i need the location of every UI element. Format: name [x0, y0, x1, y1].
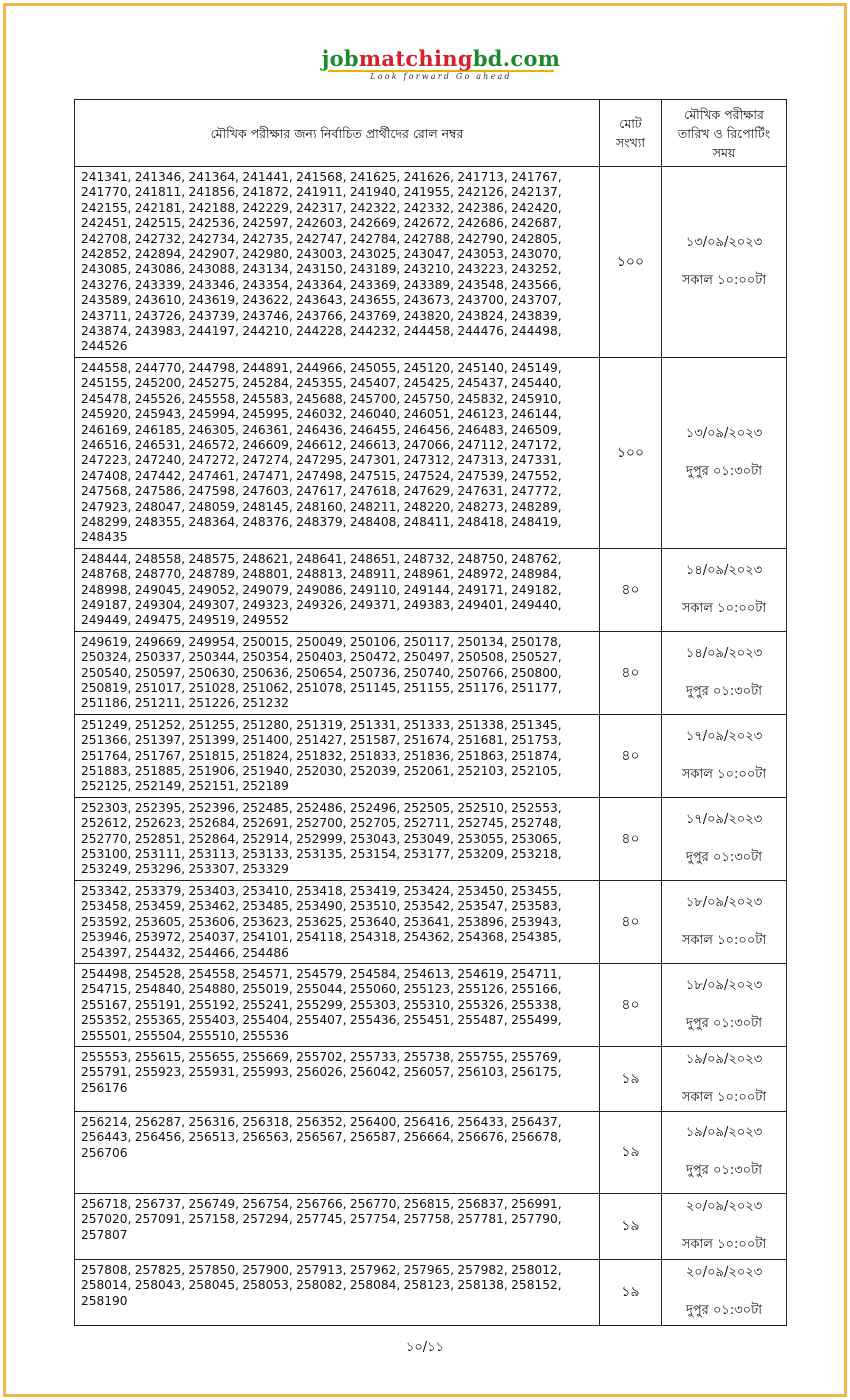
exam-date: ১৮/০৯/২০২৩ [685, 977, 763, 993]
roll-numbers-cell: 251249, 251252, 251255, 251280, 251319, 251331, 251333, 251338, 251345, 251366, 251397, 251399, 251400, 251427, 251587, 251674, 251681, 251753, 251764, 251767, 251815, 251824, 251832, 251833, 251836, 251863, 251874, 251883, 251885, 251906, 251940, 252030, 252039, 252061, 252103, 252105, 252125, 252149, 252151, 252189 [75, 714, 600, 797]
exam-datetime-cell [662, 797, 787, 880]
exam-date: ১৯/০৯/২০২৩ [685, 1051, 763, 1067]
total-count-cell: ১৯ [600, 1259, 662, 1325]
exam-date: ১৭/০৯/২০২৩ [685, 811, 763, 827]
reporting-time: সকাল ১০:০০টা [681, 1089, 767, 1105]
exam-datetime-cell [662, 1111, 787, 1193]
exam-date: ২০/০৯/২০২৩ [685, 1199, 763, 1215]
total-count-cell: ১৯ [600, 1111, 662, 1193]
logo-part-matching: matching [358, 46, 473, 71]
table-row [75, 1111, 787, 1193]
table-row [75, 1046, 787, 1111]
roll-numbers-cell: 241341, 241346, 241364, 241441, 241568, 241625, 241626, 241713, 241767, 241770, 241811, 241856, 241872, 241911, 241940, 241955, 242126, 242137, 242155, 242181, 242188, 242229, 242317, 242322, 242332, 242386, 242420, 242451, 242515, 242536, 242597, 242603, 242669, 242672, 242686, 242687, 242708, 242732, 242734, 242735, 242747, 242784, 242788, 242790, 242805, 242852, 242894, 242907, 242980, 243003, 243025, 243047, 243053, 243070, 243085, 243086, 243088, 243134, 243150, 243189, 243210, 243223, 243252, 243276, 243339, 243346, 243354, 243364, 243369, 243389, 243548, 243566, 243589, 243610, 243619, 243622, 243643, 243655, 243673, 243700, 243707, 243711, 243726, 243739, 243746, 243766, 243769, 243820, 243824, 243839, 243874, 243983, 244197, 244210, 244228, 244232, 244458, 244476, 244498, 244526 [75, 167, 600, 358]
total-count-cell: ৪০ [600, 548, 662, 631]
reporting-time: দুপুর ০১:৩০টা [686, 463, 762, 479]
roll-numbers-cell: 257808, 257825, 257850, 257900, 257913, 257962, 257965, 257982, 258012, 258014, 258043, 258045, 258053, 258082, 258084, 258123, 258138, 258152, 258190 [75, 1259, 600, 1325]
roll-numbers-cell: 254498, 254528, 254558, 254571, 254579, 254584, 254613, 254619, 254711, 254715, 254840, 254880, 255019, 255044, 255060, 255123, 255126, 255166, 255167, 255191, 255192, 255241, 255299, 255303, 255310, 255326, 255338, 255352, 255365, 255403, 255404, 255407, 255436, 255451, 255487, 255499, 255501, 255504, 255510, 255536 [75, 963, 600, 1046]
exam-datetime-cell [662, 1259, 787, 1325]
total-count-cell: ৪০ [600, 963, 662, 1046]
reporting-time: দুপুর ০১:৩০টা [686, 683, 762, 699]
table-row [75, 1259, 787, 1325]
table-body [75, 167, 787, 1326]
roll-numbers-cell: 255553, 255615, 255655, 255669, 255702, 255733, 255738, 255755, 255769, 255791, 255923, 255931, 255993, 256026, 256042, 256057, 256103, 256175, 256176 [75, 1046, 600, 1111]
exam-date: ১৯/০৯/২০২৩ [685, 1125, 763, 1141]
total-count-cell: ৪০ [600, 714, 662, 797]
exam-datetime-cell [662, 548, 787, 631]
roll-numbers-cell: 256718, 256737, 256749, 256754, 256766, 256770, 256815, 256837, 256991, 257020, 257091, 257158, 257294, 257745, 257754, 257758, 257781, 257790, 257807 [75, 1193, 600, 1259]
total-count-cell: ৪০ [600, 797, 662, 880]
exam-date: ১৭/০৯/২০২৩ [685, 728, 763, 744]
roll-numbers-cell: 248444, 248558, 248575, 248621, 248641, 248651, 248732, 248750, 248762, 248768, 248770, 248789, 248801, 248813, 248911, 248961, 248972, 248984, 248998, 249045, 249052, 249079, 249086, 249110, 249144, 249171, 249182, 249187, 249304, 249307, 249323, 249326, 249371, 249383, 249401, 249440, 249449, 249475, 249519, 249552 [75, 548, 600, 631]
table-row [75, 167, 787, 358]
exam-date: ১৪/০৯/২০২৩ [685, 645, 763, 661]
table-row [75, 714, 787, 797]
table-row [75, 548, 787, 631]
total-count-cell: ১৯ [600, 1193, 662, 1259]
table-row [75, 797, 787, 880]
exam-datetime-cell [662, 880, 787, 963]
exam-datetime-cell [662, 631, 787, 714]
exam-date: ১৩/০৯/২০২৩ [685, 425, 763, 441]
viva-schedule-table [74, 99, 787, 1326]
total-count-cell: ৪০ [600, 631, 662, 714]
reporting-time: সকাল ১০:০০টা [681, 932, 767, 948]
total-count-cell: ১৯ [600, 1046, 662, 1111]
logo-part-domain: bd.com [472, 46, 561, 71]
logo-tagline: Look forward Go ahead [370, 72, 512, 81]
reporting-time: দুপুর ০১:৩০টা [686, 1015, 762, 1031]
roll-numbers-cell: 244558, 244770, 244798, 244891, 244966, 245055, 245120, 245140, 245149, 245155, 245200, 245275, 245284, 245355, 245407, 245425, 245437, 245440, 245478, 245526, 245558, 245583, 245688, 245700, 245750, 245832, 245910, 245920, 245943, 245994, 245995, 246032, 246040, 246051, 246123, 246144, 246169, 246185, 246305, 246361, 246436, 246455, 246456, 246483, 246509, 246516, 246531, 246572, 246609, 246612, 246613, 247066, 247112, 247172, 247223, 247240, 247272, 247274, 247295, 247301, 247312, 247313, 247331, 247408, 247442, 247461, 247471, 247498, 247515, 247524, 247539, 247552, 247568, 247586, 247598, 247603, 247617, 247618, 247629, 247631, 247772, 247923, 248047, 248059, 248145, 248160, 248211, 248220, 248273, 248289, 248299, 248355, 248364, 248376, 248379, 248408, 248411, 248418, 248419, 248435 [75, 357, 600, 548]
total-count-cell: ১০০ [600, 167, 662, 358]
table-row [75, 357, 787, 548]
reporting-time: সকাল ১০:০০টা [681, 766, 767, 782]
roll-numbers-cell: 253342, 253379, 253403, 253410, 253418, 253419, 253424, 253450, 253455, 253458, 253459, 253462, 253485, 253490, 253510, 253542, 253547, 253583, 253592, 253605, 253606, 253623, 253625, 253640, 253641, 253896, 253943, 253946, 253972, 254037, 254101, 254118, 254318, 254362, 254368, 254385, 254397, 254432, 254466, 254486 [75, 880, 600, 963]
reporting-time: দুপুর ০১:৩০টা [686, 1163, 762, 1179]
roll-numbers-cell: 249619, 249669, 249954, 250015, 250049, 250106, 250117, 250134, 250178, 250324, 250337, 250344, 250354, 250403, 250472, 250497, 250508, 250527, 250540, 250597, 250630, 250636, 250654, 250736, 250740, 250766, 250800, 250819, 251017, 251028, 251062, 251078, 251145, 251155, 251176, 251177, 251186, 251211, 251226, 251232 [75, 631, 600, 714]
exam-datetime-cell [662, 1046, 787, 1111]
header-exam-datetime: মৌখিক পরীক্ষার তারিখ ও রিপোর্টিং সময় [662, 100, 787, 167]
table-row [75, 963, 787, 1046]
table-row [75, 1193, 787, 1259]
exam-datetime-cell [662, 167, 787, 358]
total-count-cell: ৪০ [600, 880, 662, 963]
reporting-time: দুপুর ০১:৩০টা [686, 849, 762, 865]
exam-datetime-cell [662, 1193, 787, 1259]
roll-numbers-cell: 252303, 252395, 252396, 252485, 252486, 252496, 252505, 252510, 252553, 252612, 252623, 252684, 252691, 252700, 252705, 252711, 252745, 252748, 252770, 252851, 252864, 252914, 252999, 253043, 253049, 253055, 253065, 253100, 253111, 253113, 253133, 253135, 253154, 253177, 253209, 253218, 253249, 253296, 253307, 253329 [75, 797, 600, 880]
table-row [75, 631, 787, 714]
table-row [75, 880, 787, 963]
exam-datetime-cell [662, 714, 787, 797]
reporting-time: সকাল ১০:০০টা [681, 272, 767, 288]
reporting-time: সকাল ১০:০০টা [681, 1237, 767, 1253]
exam-date: ১৮/০৯/২০২৩ [685, 894, 763, 910]
exam-datetime-cell [662, 963, 787, 1046]
roll-numbers-cell: 256214, 256287, 256316, 256318, 256352, 256400, 256416, 256433, 256437, 256443, 256456, 256513, 256563, 256567, 256587, 256664, 256676, 256678, 256706 [75, 1111, 600, 1193]
reporting-time: দুপুর ০১:৩০টা [686, 1303, 762, 1319]
reporting-time: সকাল ১০:০০টা [681, 600, 767, 616]
exam-date: ১৩/০৯/২০২৩ [685, 234, 763, 250]
header-total-count: মোট সংখ্যা [600, 100, 662, 167]
page-number: ১০/১১ [405, 1340, 445, 1355]
logo-part-job: job [321, 46, 359, 71]
exam-datetime-cell [662, 357, 787, 548]
exam-date: ২০/০৯/২০২৩ [685, 1265, 763, 1281]
table-header-row [75, 100, 787, 167]
site-logo [318, 48, 564, 82]
total-count-cell: ১০০ [600, 357, 662, 548]
logo-wordmark [318, 48, 564, 70]
exam-date: ১৪/০৯/২০২৩ [685, 562, 763, 578]
header-roll-numbers: মৌখিক পরীক্ষার জন্য নির্বাচিত প্রার্থীদের রোল নম্বর [75, 100, 600, 167]
